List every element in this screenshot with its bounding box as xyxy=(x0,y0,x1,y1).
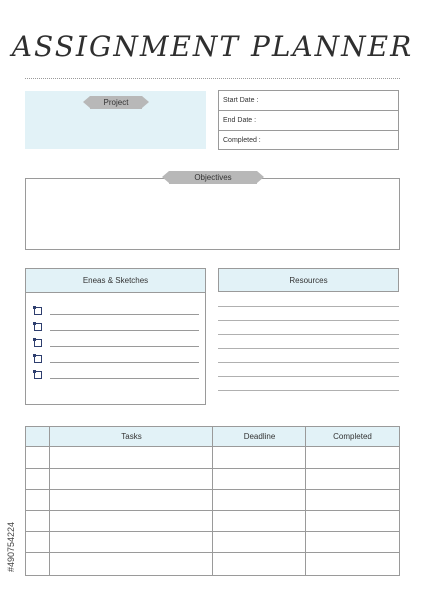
resource-line[interactable] xyxy=(218,334,399,335)
writing-line[interactable] xyxy=(50,362,199,363)
column-header-tasks: Tasks xyxy=(121,432,142,441)
table-row-divider xyxy=(26,468,399,469)
checklist-item xyxy=(34,305,199,319)
checkbox[interactable] xyxy=(34,371,42,379)
checklist-item xyxy=(34,321,199,335)
writing-line[interactable] xyxy=(50,330,199,331)
checkbox[interactable] xyxy=(34,339,42,347)
table-row-divider xyxy=(26,510,399,511)
title-divider xyxy=(25,78,400,79)
objectives-label: Objectives xyxy=(169,171,257,184)
stock-id-watermark: #490754224 xyxy=(6,521,16,572)
resource-line[interactable] xyxy=(218,376,399,377)
column-header-index xyxy=(26,427,50,447)
resource-line[interactable] xyxy=(218,348,399,349)
project-label: Project xyxy=(90,96,142,109)
objectives-field[interactable] xyxy=(25,178,400,250)
page-title: ASSIGNMENT PLANNER xyxy=(11,30,414,63)
resource-line[interactable] xyxy=(218,362,399,363)
table-row-divider xyxy=(26,531,399,532)
resource-line[interactable] xyxy=(218,320,399,321)
resource-line[interactable] xyxy=(218,390,399,391)
ideas-sketches-header: Eneas & Sketches xyxy=(26,269,205,293)
table-row-divider xyxy=(26,489,399,490)
column-header-deadline: Deadline xyxy=(243,432,276,441)
column-header-completed: Completed xyxy=(333,432,372,441)
resources-header: Resources xyxy=(218,268,399,292)
resources-panel xyxy=(218,268,399,405)
ideas-sketches-panel xyxy=(25,268,206,405)
checkbox[interactable] xyxy=(34,323,42,331)
checklist-item xyxy=(34,337,199,351)
end-date-field[interactable]: End Date : xyxy=(219,111,398,131)
writing-line[interactable] xyxy=(50,378,199,379)
table-row-divider xyxy=(26,552,399,553)
checkbox[interactable] xyxy=(34,355,42,363)
resource-line[interactable] xyxy=(218,306,399,307)
writing-line[interactable] xyxy=(50,314,199,315)
start-date-field[interactable]: Start Date : xyxy=(219,91,398,111)
writing-line[interactable] xyxy=(50,346,199,347)
completed-date-field[interactable]: Completed : xyxy=(223,137,261,144)
checklist-item xyxy=(34,369,199,383)
checkbox[interactable] xyxy=(34,307,42,315)
dates-box xyxy=(218,90,399,150)
tasks-table xyxy=(25,426,400,576)
checklist-item xyxy=(34,353,199,367)
